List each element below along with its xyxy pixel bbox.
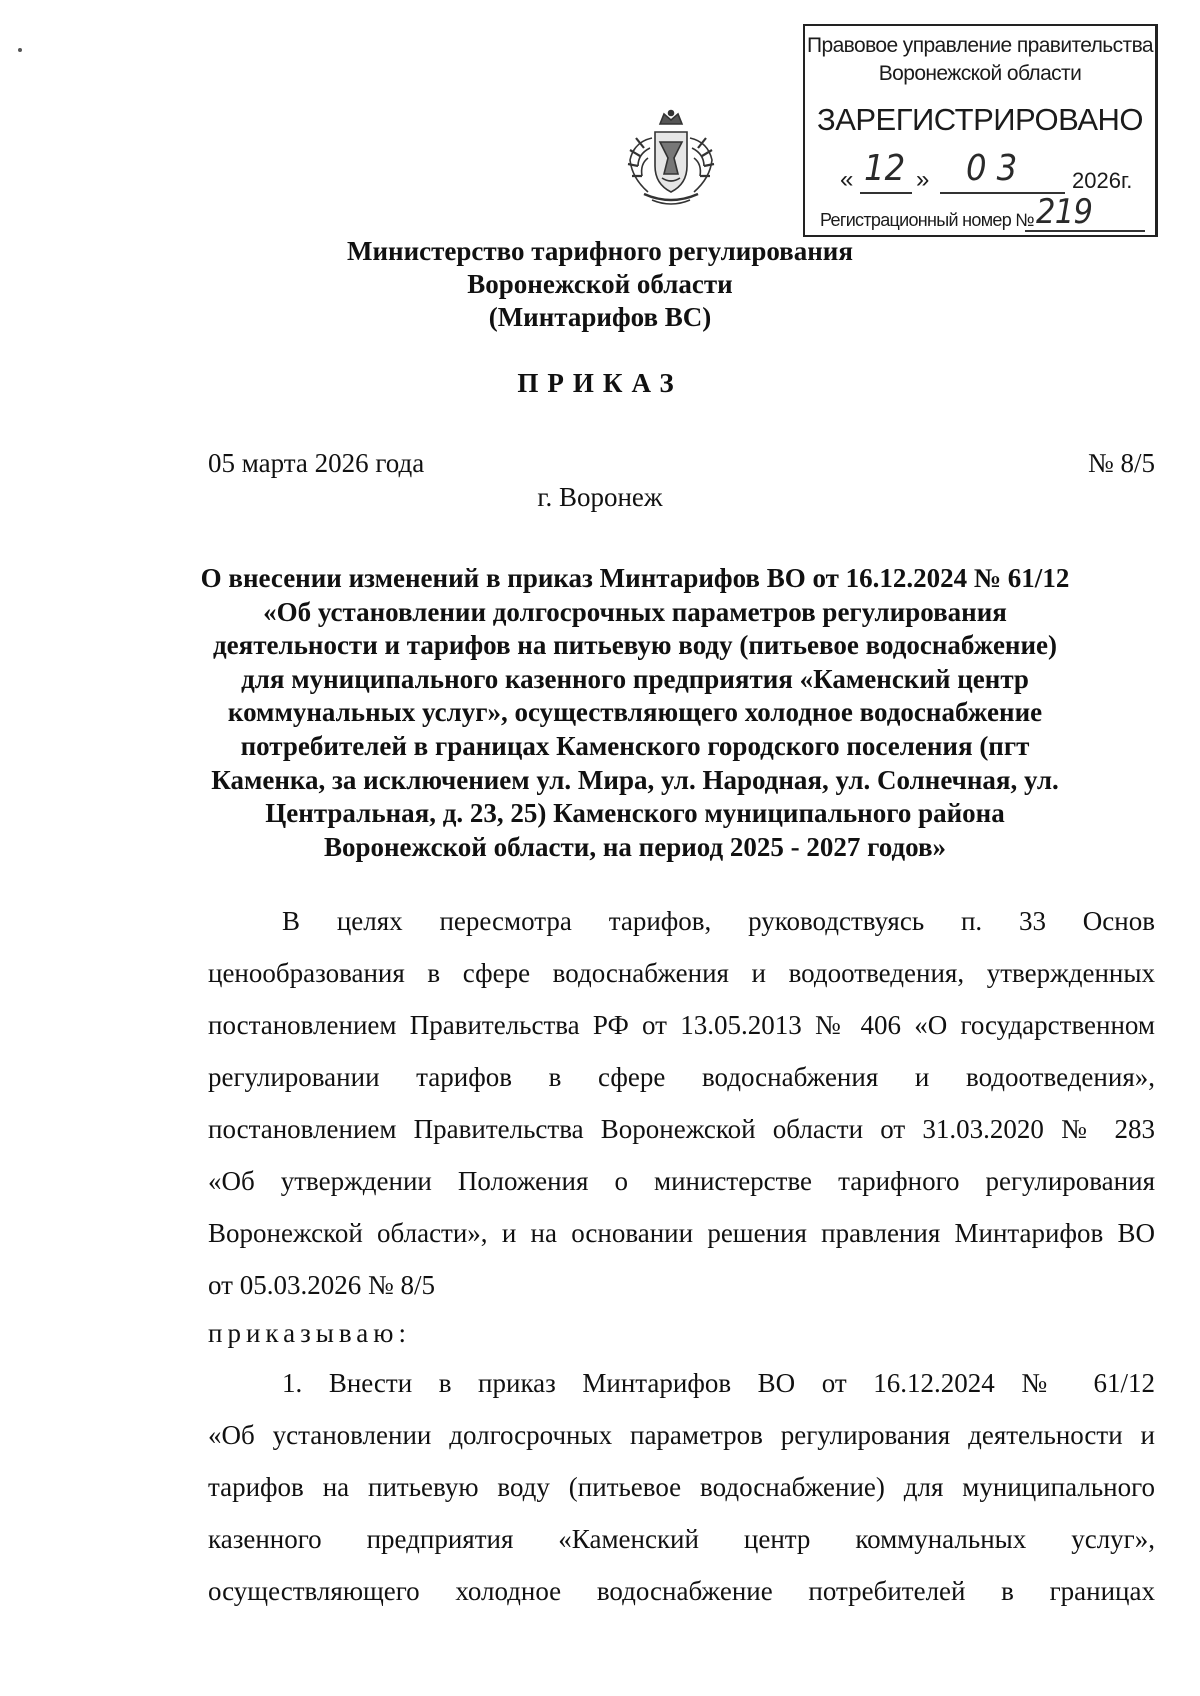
order-word: приказываю: — [208, 1318, 411, 1348]
document-subject: О внесении изменений в приказ Минтарифов ВО от 16.12.2024 № 61/12 «Об установлении долгосрочных параметров регулирования деятельности и тарифов на питьевую воду (питьевое водоснабжение) для муниципального казенного предприятия «Каменский центр коммунальных услуг», осуществляющего холодное водоснабжение потребителей в границах Каменского городского поселения (пгт Каменка, за исключением ул. Мира, ул. Народная, ул. Солнечная, ул. Центральная, д. 23, 25) Каменского муниципального района Воронежской области, на период 2025 - 2027 годов» — [200, 563, 1070, 862]
ministry-name-line1: Министерство тарифного регулирования — [347, 236, 853, 266]
stamp-org-line2: Воронежской области — [878, 62, 1082, 85]
open-quote: « — [840, 166, 854, 193]
ministry-short-name: (Минтарифов ВС) — [488, 302, 712, 332]
ministry-name-line2: Воронежской области — [467, 269, 733, 299]
registration-stamp — [803, 24, 1158, 237]
document-number: № 8/5 — [1087, 448, 1155, 478]
stamp-org-line1: Правовое управление правительства — [807, 34, 1153, 57]
preamble-line-1: В целях пересмотра тарифов, руководствуясь п. 33 Основ — [282, 906, 1155, 936]
preamble-line-4: регулировании тарифов в сфере водоснабжения и водоотведения», — [208, 1062, 1155, 1092]
item1-line-4: казенного предприятия «Каменский центр коммунальных услуг», — [208, 1524, 1155, 1554]
stamp-date-row — [840, 148, 1140, 196]
item1-line-2: «Об установлении долгосрочных параметров регулирования деятельности и — [208, 1420, 1155, 1450]
preamble-line-7: Воронежской области», и на основании решения правления Минтарифов ВО — [208, 1218, 1155, 1248]
stamp-reg-number-label: Регистрационный номер № — [820, 210, 1034, 230]
coat-of-arms-icon — [622, 108, 720, 210]
preamble-line-2: ценообразования в сфере водоснабжения и водоотведения, утвержденных — [208, 958, 1155, 988]
document-date: 05 марта 2026 года — [208, 448, 425, 478]
stamp-month: 03 — [966, 148, 1028, 189]
document-city: г. Воронеж — [537, 482, 663, 512]
stamp-year: 2026г. — [1072, 168, 1133, 193]
preamble-line-5: постановлением Правительства Воронежской области от 31.03.2020 № 283 — [208, 1114, 1155, 1144]
item1-line-1: 1. Внести в приказ Минтарифов ВО от 16.12.2024 № 61/12 — [282, 1368, 1155, 1398]
item1-line-3: тарифов на питьевую воду (питьевое водоснабжение) для муниципального — [208, 1472, 1155, 1502]
stamp-day: 12 — [864, 148, 906, 189]
item1-line-5: осуществляющего холодное водоснабжение потребителей в границах — [208, 1576, 1155, 1606]
close-quote: » — [916, 166, 930, 193]
stamp-reg-number: 219 — [1036, 192, 1093, 232]
stamp-number-row — [820, 192, 1150, 234]
preamble-line-8: от 05.03.2026 № 8/5 — [208, 1270, 435, 1300]
preamble-line-3: постановлением Правительства РФ от 13.05.2013 № 406 «О государственном — [208, 1010, 1155, 1040]
stamp-registered-label: ЗАРЕГИСТРИРОВАНО — [816, 102, 1143, 137]
scan-speck — [18, 48, 22, 52]
preamble-line-6: «Об утверждении Положения о министерстве тарифного регулирования — [208, 1166, 1155, 1196]
document-type-title: ПРИКАЗ — [517, 368, 683, 398]
coat-of-arms-emblem — [622, 108, 720, 210]
